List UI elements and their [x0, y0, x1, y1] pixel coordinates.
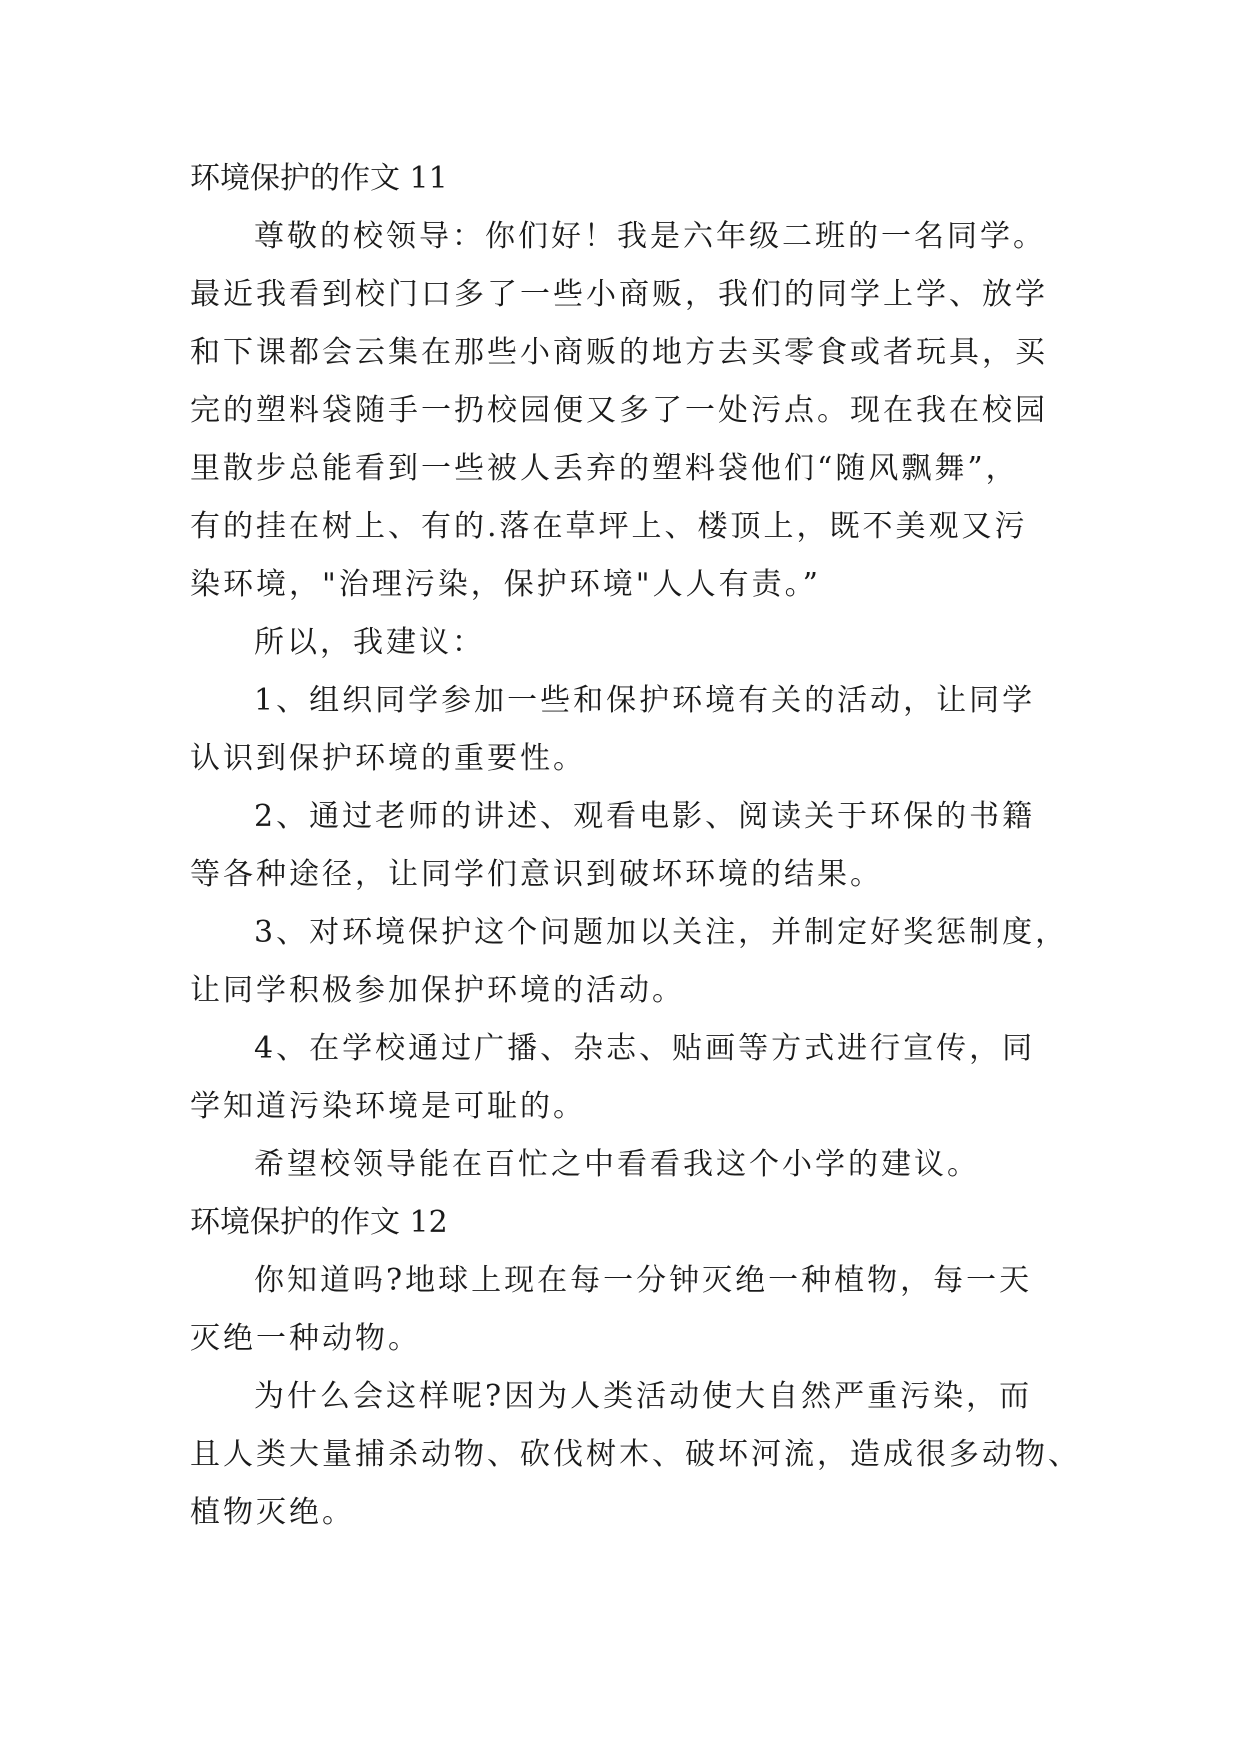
- text-line: 2、通过老师的讲述、观看电影、阅读关于环保的书籍: [254, 799, 1036, 834]
- essay-12-body: [190, 1252, 1080, 1542]
- text-line: 尊敬的校领导：你们好！我是六年级二班的一名同学。: [254, 219, 1046, 254]
- text-line: 等各种途径，让同学们意识到破坏环境的结果。: [190, 857, 883, 892]
- section-essay-11: [190, 150, 1080, 1194]
- text-line: 你知道吗?地球上现在每一分钟灭绝一种植物，每一天: [254, 1263, 1033, 1298]
- text-line: 所以，我建议：: [254, 625, 485, 660]
- text-line: 4、在学校通过广播、杂志、贴画等方式进行宣传，同: [254, 1031, 1036, 1066]
- text-line: 1、组织同学参加一些和保护环境有关的活动，让同学: [254, 683, 1036, 718]
- text-line: 希望校领导能在百忙之中看看我这个小学的建议。: [254, 1147, 980, 1182]
- text-line: 染环境，"治理污染，保护环境"人人有责。”: [190, 567, 821, 602]
- section-title: 环境保护的作文 11: [190, 161, 448, 196]
- essay-11-body: [190, 208, 1080, 1194]
- text-line: 植物灭绝。: [190, 1495, 355, 1530]
- text-line: 有的挂在树上、有的.落在草坪上、楼顶上，既不美观又污: [190, 509, 1028, 544]
- section-title: 环境保护的作文 12: [190, 1205, 448, 1240]
- text-line: 学知道污染环境是可耻的。: [190, 1089, 586, 1124]
- text-line: 为什么会这样呢?因为人类活动使大自然严重污染，而: [254, 1379, 1033, 1414]
- text-line: 认识到保护环境的重要性。: [190, 741, 586, 776]
- text-line: 和下课都会云集在那些小商贩的地方去买零食或者玩具，买: [190, 335, 1048, 370]
- text-line: 且人类大量捕杀动物、砍伐树木、破坏河流，造成很多动物、: [190, 1437, 1081, 1472]
- text-line: 3、对环境保护这个问题加以关注，并制定好奖惩制度，: [254, 915, 1069, 950]
- document-page: [190, 150, 1080, 1542]
- section-essay-12: [190, 1194, 1080, 1542]
- text-line: 里散步总能看到一些被人丢弃的塑料袋他们“随风飘舞”，: [190, 451, 1019, 486]
- text-line: 让同学积极参加保护环境的活动。: [190, 973, 685, 1008]
- text-line: 完的塑料袋随手一扔校园便又多了一处污点。现在我在校园: [190, 393, 1048, 428]
- text-line: 灭绝一种动物。: [190, 1321, 421, 1356]
- text-line: 最近我看到校门口多了一些小商贩，我们的同学上学、放学: [190, 277, 1048, 312]
